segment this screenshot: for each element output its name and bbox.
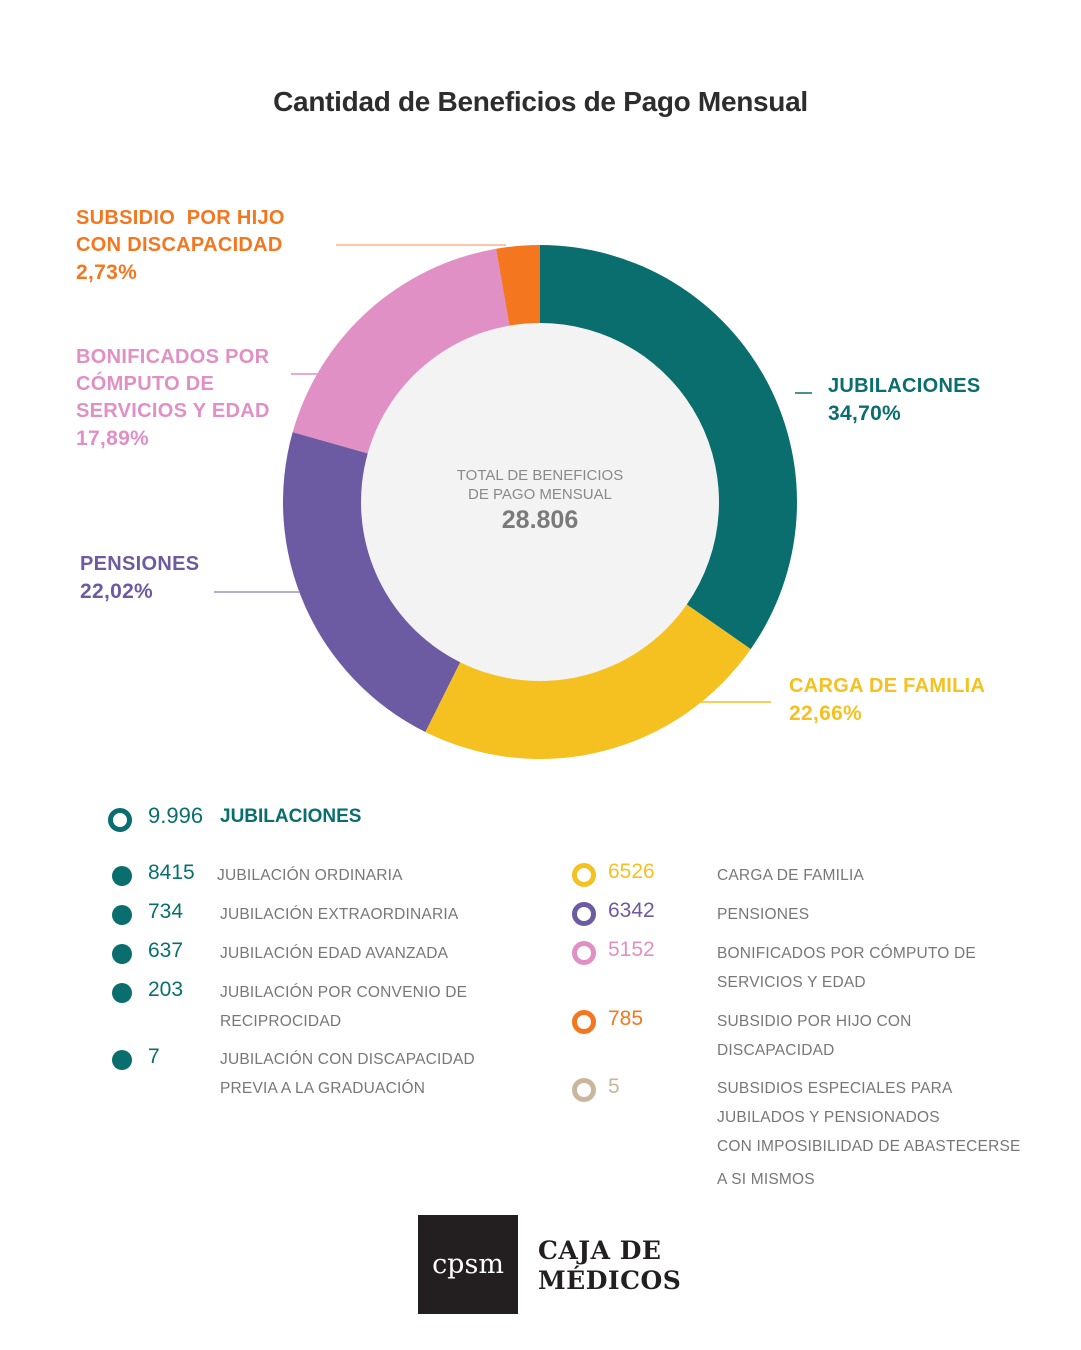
- legend-left-num-0: 8415: [148, 861, 195, 884]
- callout-jubilaciones-pct: 34,70%: [828, 402, 902, 425]
- callout-jubilaciones: [828, 373, 981, 427]
- legend-right-num-0: 6526: [608, 860, 655, 883]
- legend-bonificados-ring-icon: [572, 941, 596, 965]
- logo-text-line-1: CAJA DE: [538, 1236, 662, 1265]
- callout-pensiones-pct: 22,02%: [80, 580, 154, 603]
- legend-right-label-1: PENSIONES: [717, 906, 810, 923]
- callout-subsidio: [76, 205, 285, 286]
- legend-dot-icon: [112, 983, 132, 1003]
- legend-right-num-2: 5152: [608, 938, 655, 961]
- callout-subsidio-line-2: CON DISCAPACIDAD: [76, 234, 283, 256]
- legend-especiales-ring-icon: [572, 1078, 596, 1102]
- legend-jubilaciones-ring-icon: [108, 808, 132, 832]
- donut-center-total: [420, 466, 660, 535]
- callout-bonificados-line-2: CÓMPUTO DE: [76, 373, 215, 395]
- legend-left-label-1: JUBILACIÓN EXTRAORDINARIA: [220, 906, 459, 923]
- callout-pensiones: [80, 551, 199, 605]
- cpsm-logo-mark: cpsm: [432, 1249, 504, 1280]
- legend-pensiones-ring-icon: [572, 902, 596, 926]
- legend-right-label-3: SUBSIDIO POR HIJO CON DISCAPACIDAD: [717, 1013, 912, 1059]
- callout-jubilaciones-line-1: JUBILACIONES: [828, 375, 981, 397]
- legend-dot-icon: [112, 1050, 132, 1070]
- callout-carga: [789, 673, 985, 727]
- legend-jubilaciones-total: 9.996: [148, 803, 204, 828]
- legend-jubilaciones-label: JUBILACIONES: [220, 806, 362, 827]
- legend-left-label-2: JUBILACIÓN EDAD AVANZADA: [220, 945, 449, 962]
- legend-left-num-4: 7: [148, 1045, 160, 1068]
- callout-bonificados-line-1: BONIFICADOS POR: [76, 346, 270, 368]
- center-label-line-1: TOTAL DE BENEFICIOS: [456, 467, 624, 484]
- center-total-value: 28.806: [501, 506, 579, 534]
- legend-left-num-3: 203: [148, 978, 184, 1001]
- callout-carga-line-1: CARGA DE FAMILIA: [789, 675, 986, 697]
- legend-left-label-4: JUBILACIÓN CON DISCAPACIDAD PREVIA A LA GRADUACIÓN: [220, 1051, 475, 1097]
- legend-right-num-1: 6342: [608, 899, 655, 922]
- callout-carga-pct: 22,66%: [789, 702, 863, 725]
- legend-right-label-2: BONIFICADOS POR CÓMPUTO DE SERVICIOS Y EDAD: [717, 945, 976, 991]
- legend-right-label-4: SUBSIDIOS ESPECIALES PARA JUBILADOS Y PENSIONADOS CON IMPOSIBILIDAD DE ABASTECERSE A SI MISMOS: [717, 1080, 1021, 1188]
- center-label-line-2: DE PAGO MENSUAL: [468, 486, 612, 503]
- legend-left-label-3: JUBILACIÓN POR CONVENIO DE RECIPROCIDAD: [220, 984, 468, 1030]
- legend-right-num-4: 5: [608, 1075, 620, 1098]
- cpsm-logo: [418, 1215, 518, 1314]
- caja-de-medicos-logo-text: [538, 1236, 681, 1296]
- chart-title: Cantidad de Beneficios de Pago Mensual: [273, 86, 808, 117]
- callout-subsidio-pct: 2,73%: [76, 261, 138, 284]
- callout-bonificados-pct: 17,89%: [76, 427, 150, 450]
- logo-text-line-2: MÉDICOS: [538, 1266, 682, 1295]
- callout-bonificados-line-3: SERVICIOS Y EDAD: [76, 400, 270, 422]
- legend-right-num-3: 785: [608, 1007, 644, 1030]
- legend-right-label-0: CARGA DE FAMILIA: [717, 867, 865, 884]
- legend-subsidio-ring-icon: [572, 1010, 596, 1034]
- legend-dot-icon: [112, 944, 132, 964]
- legend-left-label-0: JUBILACIÓN ORDINARIA: [217, 867, 403, 884]
- callout-pensiones-line-1: PENSIONES: [80, 553, 200, 575]
- callout-bonificados: [76, 344, 270, 452]
- legend-left-num-2: 637: [148, 939, 184, 962]
- legend-dot-icon: [112, 905, 132, 925]
- legend-left-num-1: 734: [148, 900, 184, 923]
- legend-carga-ring-icon: [572, 863, 596, 887]
- legend-dot-icon: [112, 866, 132, 886]
- callout-subsidio-line-1: SUBSIDIO POR HIJO: [76, 207, 285, 229]
